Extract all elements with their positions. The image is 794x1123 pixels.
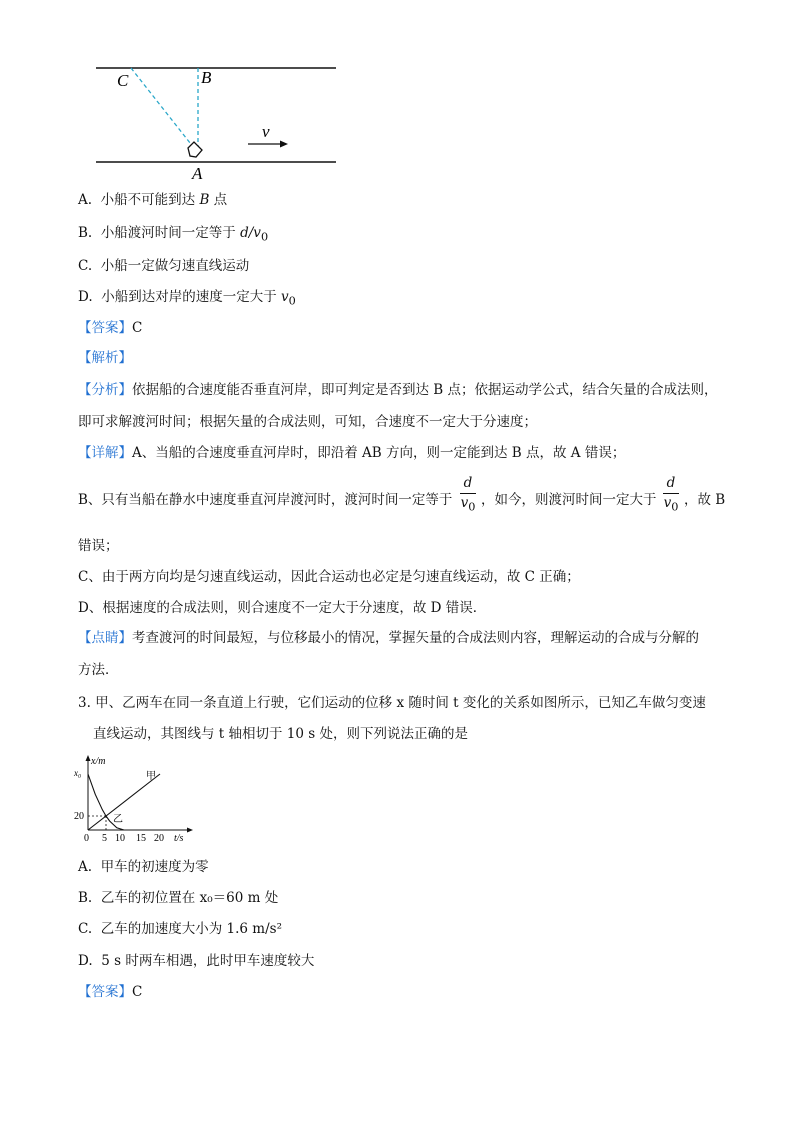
label-a: A	[192, 164, 203, 183]
series-jia-label: 甲	[146, 771, 156, 782]
q3-option-d	[78, 951, 314, 971]
x-tick-5: 5	[102, 833, 107, 844]
q2-xiangjie-line	[78, 443, 625, 463]
label-v: v	[262, 122, 270, 141]
label-c: C	[117, 71, 129, 90]
fraction-d-over-v0	[460, 475, 476, 516]
frac-den: v	[663, 495, 672, 511]
option-tail: 点	[209, 192, 228, 208]
x-tick-10: 10	[115, 833, 125, 844]
option-letter: D.	[78, 289, 93, 305]
option-letter: C.	[78, 258, 93, 274]
xiangjie-text: A、当船的合速度垂直河岸时，即沿着 AB 方向，则一定能到达 B 点，故 A 错误；	[132, 445, 626, 461]
answer-value: C	[132, 320, 143, 336]
option-letter: B.	[78, 890, 93, 906]
d-text: D、根据速度的合成法则，则合速度不一定大于分速度，故 D 错误．	[78, 600, 487, 616]
q2-dianjing-line1	[78, 628, 699, 648]
option-letter: C.	[78, 921, 93, 937]
x-tick-0: 0	[84, 833, 89, 844]
q2-c-line	[78, 567, 580, 587]
option-letter: D.	[78, 953, 93, 969]
option-text: 小船一定做匀速直线运动	[100, 258, 250, 274]
option-text: 小船不可能到达	[100, 192, 200, 208]
q3-option-a	[78, 857, 209, 877]
option-var: v	[281, 289, 289, 305]
option-sub: 0	[288, 294, 296, 308]
q3-option-c	[78, 919, 282, 939]
q2-fenxi-line2	[78, 412, 537, 432]
q2-b-line	[78, 490, 452, 510]
q2-analysis-heading	[78, 348, 132, 368]
frac-den: v	[460, 495, 469, 511]
frac-num: d	[666, 475, 676, 491]
q3-stem-text: 直线运动，其图线与 t 轴相切于 10 s 处，则下列说法正确的是	[93, 726, 468, 742]
q2-option-b	[78, 223, 268, 248]
label-b: B	[201, 68, 212, 87]
option-letter: B.	[78, 225, 93, 241]
b-text-2: ，如今，则渡河时间一定大于	[481, 492, 657, 508]
series-yi-label: 乙	[113, 814, 123, 825]
q2-b-line-end	[684, 490, 725, 510]
q2-d-line	[78, 598, 486, 618]
frac-num: d	[463, 475, 473, 491]
option-text: 乙车的初位置在 x₀＝60 m 处	[100, 890, 279, 906]
option-letter: A.	[78, 192, 93, 208]
fraction-d-over-v0-2	[663, 475, 679, 516]
q2-b-line-cont	[78, 536, 119, 556]
dianjing-tag: 【点睛】	[78, 630, 132, 646]
answer-tag: 【答案】	[78, 984, 132, 1000]
frac-den-sub: 0	[671, 500, 679, 514]
q2-dianjing-line2	[78, 660, 119, 680]
c-text: C、由于两方向均是匀速直线运动，因此合运动也必定是匀速直线运动，故 C 正确；	[78, 569, 580, 585]
x-axis-label: t/s	[174, 833, 184, 844]
y-axis-arrow-icon	[86, 755, 91, 761]
x-axis-arrow-icon	[187, 828, 193, 833]
q2-option-a	[78, 190, 227, 210]
y-tick-x0: x₀	[74, 768, 82, 778]
dianjing-text: 考查渡河的时间最短，与位移最小的情况，掌握矢量的合成法则内容，理解运动的合成与分解的	[132, 630, 699, 646]
y-tick-20: 20	[74, 811, 84, 822]
q3-stem-line2	[93, 724, 468, 744]
option-text: 小船渡河时间一定等于	[100, 225, 241, 241]
option-text: 小船到达对岸的速度一定大于	[101, 289, 282, 305]
option-var: B	[199, 192, 210, 208]
fenxi-text: 依据船的合速度能否垂直河岸，即可判定是否到达 B 点；依据运动学公式，结合矢量的合成法则，	[132, 382, 718, 398]
fenxi-text: 即可求解渡河时间；根据矢量的合成法则，可知，合速度不一定大于分速度；	[78, 414, 537, 430]
q3-stem-line1	[78, 693, 706, 713]
xiangjie-tag: 【详解】	[78, 445, 132, 461]
answer-value: C	[132, 984, 143, 1000]
option-sub: 0	[260, 230, 269, 244]
analysis-tag: 【解析】	[78, 350, 132, 366]
arrowhead-icon	[280, 141, 288, 148]
xt-chart	[70, 752, 200, 846]
q2-option-c	[78, 256, 249, 276]
q2-answer	[78, 318, 142, 338]
option-text: 甲车的初速度为零	[100, 859, 209, 875]
x-tick-20: 20	[154, 833, 164, 844]
q2-fenxi-line1	[78, 380, 718, 400]
option-var: d/v	[240, 225, 261, 241]
fenxi-tag: 【分析】	[78, 382, 132, 398]
option-letter: A.	[78, 859, 93, 875]
b-text-cont: 错误；	[78, 538, 119, 554]
b-text-1: B、只有当船在静水中速度垂直河岸渡河时，渡河时间一定等于	[78, 492, 453, 508]
option-text: 乙车的加速度大小为 1.6 m/s²	[100, 921, 282, 937]
dianjing-text: 方法．	[78, 662, 119, 678]
answer-tag: 【答案】	[78, 320, 132, 336]
option-text: 5 s 时两车相遇，此时甲车速度较大	[101, 953, 315, 969]
q2-option-d	[78, 287, 296, 312]
b-text-3: ，故 B	[684, 492, 726, 508]
y-axis-label: x/m	[91, 756, 106, 767]
q3-answer	[78, 982, 142, 1002]
boat-icon	[188, 142, 202, 157]
q3-stem-text: 3. 甲、乙两车在同一条直道上行驶，它们运动的位移 x 随时间 t 变化的关系如图所示，已知乙车做匀变速	[78, 695, 706, 711]
frac-den-sub: 0	[468, 500, 476, 514]
x-tick-15: 15	[136, 833, 146, 844]
path-to-c	[131, 68, 194, 148]
river-crossing-figure	[90, 58, 350, 183]
q2-b-line-mid	[481, 490, 657, 510]
q3-option-b	[78, 888, 278, 908]
